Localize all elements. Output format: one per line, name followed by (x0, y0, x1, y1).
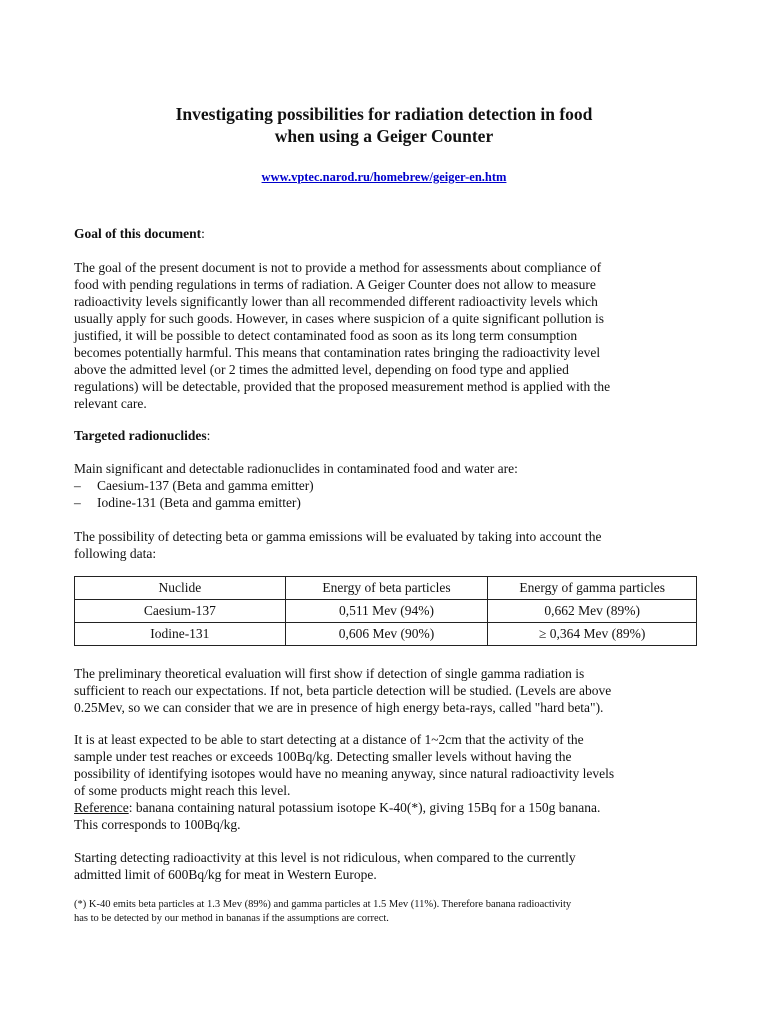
source-link-container (0, 170, 768, 185)
document-title (0, 103, 768, 147)
table-cell: ≥ 0,364 Mev (89%) (488, 623, 697, 646)
list-item-text: Iodine-131 (Beta and gamma emitter) (97, 495, 301, 510)
paragraph-line: It is at least expected to be able to start detecting at a distance of 1~2cm that the activity of the (74, 732, 584, 747)
radionuclide-list (74, 460, 704, 511)
paragraph-line: The preliminary theoretical evaluation will first show if detection of single gamma radiation is (74, 666, 585, 681)
targeted-heading-text: Targeted radionuclides (74, 428, 207, 443)
targeted-heading (74, 427, 704, 444)
paragraph-line: following data: (74, 546, 157, 561)
table-header-cell: Nuclide (75, 577, 286, 600)
reference-text: : banana containing natural potassium isotope K-40(*), giving 15Bq for a 150g banana. (128, 800, 601, 815)
goal-line: relevant care. (74, 396, 147, 411)
reference-label: Reference (74, 800, 129, 815)
goal-heading (74, 225, 704, 242)
goal-line: usually apply for such goods. However, in cases where suspicion of a quite significant pollution is (74, 311, 604, 326)
table-cell: 0,606 Mev (90%) (285, 623, 488, 646)
goal-line: food with pending regulations in terms of radiation. A Geiger Counter does not allow to measure (74, 277, 596, 292)
footnote-line: (*) K-40 emits beta particles at 1.3 Mev (89%) and gamma particles at 1.5 Mev (11%). Therefore banana radioactivity (74, 899, 572, 910)
paragraph-line: 0.25Mev, so we can consider that we are in presence of high energy beta-rays, called "hard beta"). (74, 700, 604, 715)
table-cell: 0,511 Mev (94%) (285, 600, 488, 623)
goal-line: becomes potentially harmful. This means that contamination rates bringing the radioactivity level (74, 345, 601, 360)
list-item (74, 494, 704, 511)
table-cell: 0,662 Mev (89%) (488, 600, 697, 623)
goal-line: radioactivity levels significantly lower than all recommended different radioactivity levels which (74, 294, 598, 309)
table-cell: Iodine-131 (75, 623, 286, 646)
list-item-text: Caesium-137 (Beta and gamma emitter) (97, 478, 314, 493)
table-cell: Caesium-137 (75, 600, 286, 623)
nuclide-energy-table (74, 576, 697, 646)
table-header-cell: Energy of gamma particles (488, 577, 697, 600)
table-row (75, 600, 697, 623)
goal-heading-text: Goal of this document (74, 226, 202, 241)
table-header-row (75, 577, 697, 600)
possibility-paragraph (74, 528, 704, 562)
goal-line: The goal of the present document is not to provide a method for assessments about compliance of (74, 260, 602, 275)
expectation-paragraph (74, 731, 704, 833)
goal-line: regulations) will be detectable, provided that the proposed measurement method is applied with the (74, 379, 611, 394)
paragraph-line: admitted limit of 600Bq/kg for meat in Western Europe. (74, 867, 377, 882)
source-link[interactable]: www.vptec.narod.ru/homebrew/geiger-en.htm (261, 170, 507, 184)
paragraph-line: This corresponds to 100Bq/kg. (74, 817, 241, 832)
goal-heading-colon: : (201, 226, 205, 241)
goal-line: above the admitted level (or 2 times the admitted level, depending on food type and applied (74, 362, 569, 377)
paragraph-line: sample under test reaches or exceeds 100Bq/kg. Detecting smaller levels without having the (74, 749, 572, 764)
list-item (74, 477, 704, 494)
paragraph-line: of some products might reach this level. (74, 783, 291, 798)
footnote (74, 898, 714, 926)
title-line-2: when using a Geiger Counter (274, 126, 494, 146)
goal-line: justified, it will be possible to detect contaminated food as soon as its long term consumption (74, 328, 578, 343)
targeted-heading-colon: : (206, 428, 211, 443)
reference-line (74, 799, 704, 816)
table-row (75, 623, 697, 646)
table-header-cell: Energy of beta particles (285, 577, 488, 600)
list-dash: – (74, 478, 81, 493)
footnote-line: has to be detected by our method in bananas if the assumptions are correct. (74, 913, 389, 924)
starting-paragraph (74, 849, 704, 883)
paragraph-line: Starting detecting radioactivity at this level is not ridiculous, when compared to the currently (74, 850, 576, 865)
list-intro: Main significant and detectable radionuclides in contaminated food and water are: (74, 461, 518, 476)
preliminary-paragraph (74, 665, 704, 716)
title-line-1: Investigating possibilities for radiation detection in food (175, 104, 593, 124)
list-dash: – (74, 495, 81, 510)
paragraph-line: sufficient to reach our expectations. If not, beta particle detection will be studied. (Levels are above (74, 683, 612, 698)
paragraph-line: possibility of identifying isotopes would have no meaning anyway, since natural radioactivity levels (74, 766, 615, 781)
goal-paragraph (74, 259, 704, 412)
paragraph-line: The possibility of detecting beta or gamma emissions will be evaluated by taking into account the (74, 529, 602, 544)
